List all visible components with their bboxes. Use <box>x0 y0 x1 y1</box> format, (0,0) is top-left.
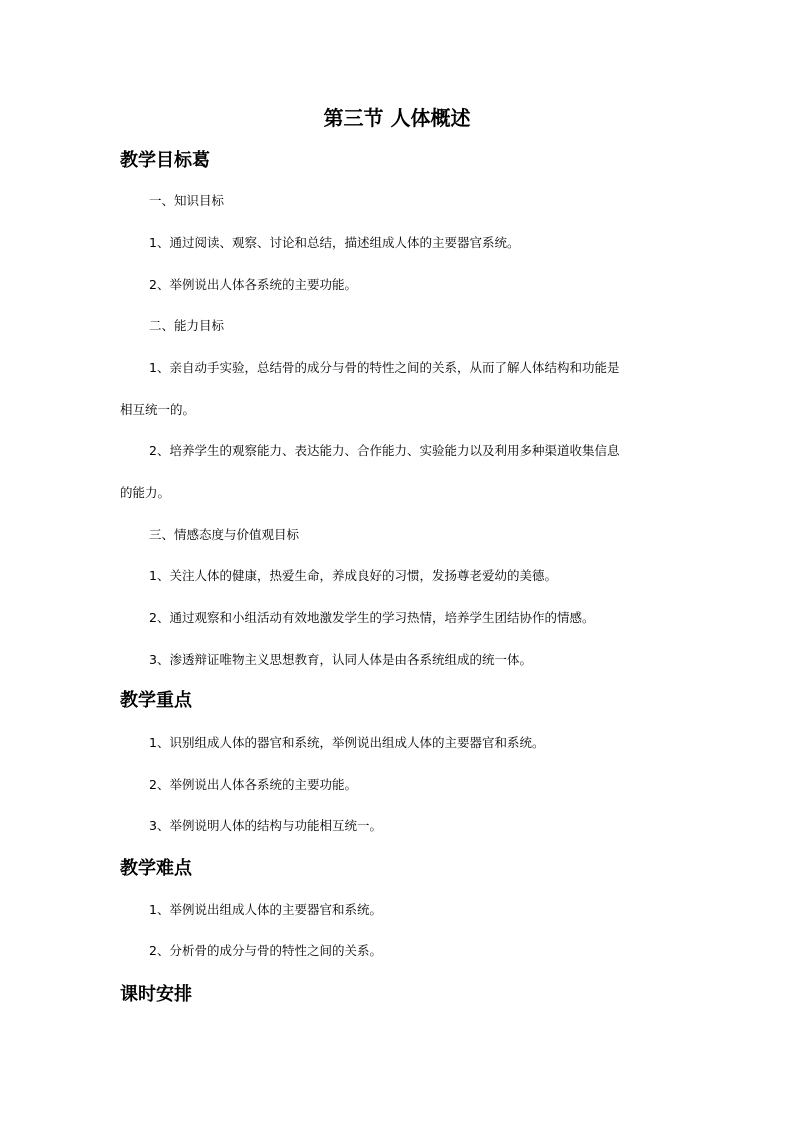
goal-line-emotion-3: 3、渗透辩证唯物主义思想教育，认同人体是由各系统组成的统一体。 <box>149 652 532 667</box>
key-point-line-1: 1、识别组成人体的器官和系统，举例说出组成人体的主要器官和系统。 <box>149 735 545 750</box>
goal-line-knowledge-header: 一、知识目标 <box>149 193 225 208</box>
heading-key-points: 教学重点 <box>120 690 192 711</box>
goal-line-knowledge-2: 2、举例说出人体各系统的主要功能。 <box>149 277 357 292</box>
difficulty-line-1: 1、举例说出组成人体的主要器官和系统。 <box>149 902 382 917</box>
heading-schedule: 课时安排 <box>120 984 192 1005</box>
goal-line-ability-2: 2、培养学生的观察能力、表达能力、合作能力、实验能力以及利用多种渠道收集信息 <box>149 443 620 458</box>
goal-line-ability-header: 二、能力目标 <box>149 318 225 333</box>
heading-teaching-goals: 教学目标葛 <box>120 150 210 171</box>
goal-line-knowledge-1: 1、通过阅读、观察、讨论和总结，描述组成人体的主要器官系统。 <box>149 235 520 250</box>
goal-line-emotion-header: 三、情感态度与价值观目标 <box>149 527 300 542</box>
goal-line-emotion-2: 2、通过观察和小组活动有效地激发学生的学习热情，培养学生团结协作的情感。 <box>149 610 595 625</box>
key-point-line-3: 3、举例说明人体的结构与功能相互统一。 <box>149 818 382 833</box>
goal-line-ability-1-cont: 相互统一的。 <box>120 402 196 417</box>
key-point-line-2: 2、举例说出人体各系统的主要功能。 <box>149 777 357 792</box>
goal-line-ability-2-cont: 的能力。 <box>120 485 171 500</box>
heading-difficulties: 教学难点 <box>120 858 192 879</box>
goal-line-ability-1: 1、亲自动手实验，总结骨的成分与骨的特性之间的关系，从而了解人体结构和功能是 <box>149 360 620 375</box>
goal-line-emotion-1: 1、关注人体的健康，热爱生命，养成良好的习惯，发扬尊老爱幼的美德。 <box>149 568 557 583</box>
document-title: 第三节 人体概述 <box>323 106 471 130</box>
difficulty-line-2: 2、分析骨的成分与骨的特性之间的关系。 <box>149 943 382 958</box>
